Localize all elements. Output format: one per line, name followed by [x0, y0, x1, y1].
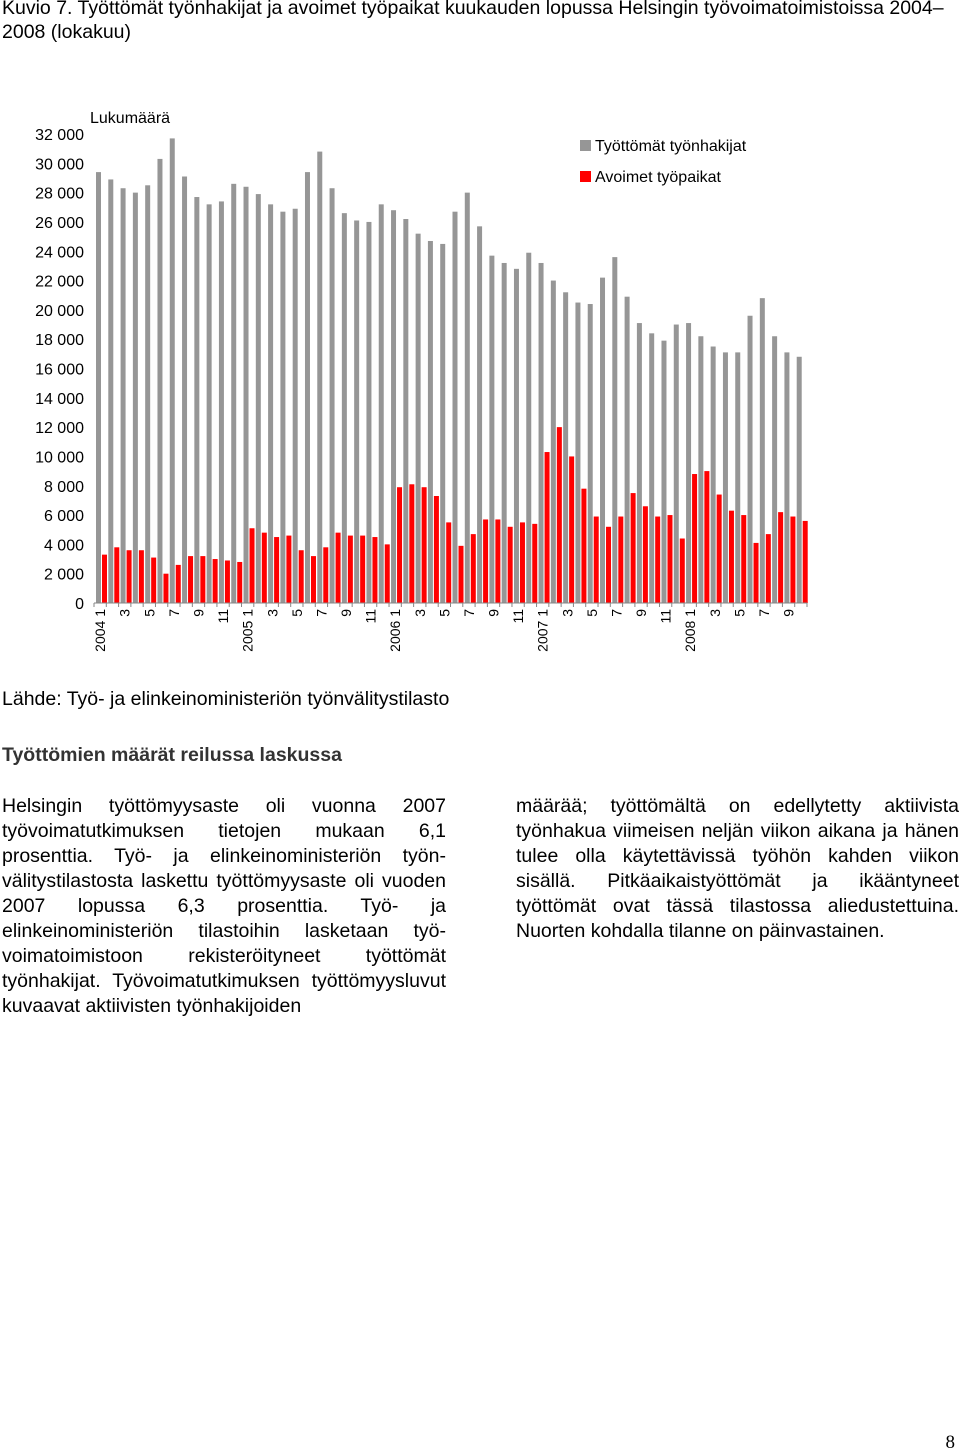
bar-unemployed — [293, 209, 298, 603]
bar-vacancies — [397, 487, 402, 603]
bar-vacancies — [286, 536, 291, 603]
y-axis-label: Lukumäärä — [90, 110, 171, 127]
x-tick-label: 11 — [215, 609, 232, 624]
bar-unemployed — [551, 281, 556, 603]
bar-unemployed — [674, 325, 679, 603]
bar-vacancies — [459, 546, 464, 603]
x-tick-label: 3 — [706, 609, 723, 617]
bar-unemployed — [539, 263, 544, 603]
figure-caption: Kuvio 7. Työttömät työnhakijat ja avoimet työpaikat kuukauden lopussa Helsingin työvoimatoimistoissa 2004–2008 (lokakuu) — [2, 0, 944, 43]
bar-unemployed — [244, 187, 249, 603]
x-tick-label: 2007 1 — [534, 609, 551, 652]
x-tick-label: 5 — [436, 609, 453, 617]
bar-vacancies — [139, 550, 144, 603]
bar-vacancies — [422, 487, 427, 603]
bar-unemployed — [637, 323, 642, 603]
y-tick-label: 4 000 — [43, 537, 84, 555]
bar-vacancies — [385, 544, 390, 603]
bar-unemployed — [170, 138, 175, 603]
x-tick-label: 7 — [755, 609, 772, 617]
bar-unemployed — [649, 333, 654, 603]
bar-unemployed — [748, 316, 753, 603]
bar-vacancies — [581, 489, 586, 603]
bar-unemployed — [194, 197, 199, 603]
y-tick-label: 10 000 — [35, 449, 84, 467]
bar-unemployed — [416, 234, 421, 603]
bar-vacancies — [495, 519, 500, 603]
x-tick-label: 2004 1 — [92, 609, 109, 652]
bar-vacancies — [680, 539, 685, 603]
bar-vacancies — [594, 517, 599, 603]
bar-unemployed — [698, 336, 703, 603]
bar-vacancies — [631, 493, 636, 603]
x-tick-label: 3 — [411, 609, 428, 617]
bar-unemployed — [379, 204, 384, 603]
legend-label: Avoimet työpaikat — [595, 169, 721, 186]
bar-vacancies — [372, 537, 377, 603]
bar-unemployed — [207, 204, 212, 603]
y-tick-label: 26 000 — [35, 214, 84, 232]
bar-unemployed — [231, 184, 236, 603]
bar-vacancies — [434, 496, 439, 603]
bar-unemployed — [219, 201, 224, 603]
bar-vacancies — [102, 555, 107, 603]
x-tick-label: 9 — [190, 609, 207, 617]
bar-unemployed — [268, 204, 273, 603]
bar-vacancies — [508, 527, 513, 603]
bar-vacancies — [717, 495, 722, 603]
bar-vacancies — [213, 559, 218, 603]
bar-vacancies — [643, 506, 648, 603]
bar-vacancies — [176, 565, 181, 603]
bar-unemployed — [256, 194, 261, 603]
bar-unemployed — [735, 352, 740, 603]
bar-vacancies — [323, 547, 328, 603]
y-tick-label: 8 000 — [43, 478, 84, 496]
body-column-right: määrää; työttömältä on edellytetty aktiivista työnhakua viimeisen neljän viikon aikana ja hänen tulee olla käytettävissä työhön kahden viikon sisällä. Pitkäaikaistyöttömät ja ikääntyneet työttömät ovat tässä tilastossa aliedustettuina. Nuorten kohdalla tilanne on päinvastainen. — [516, 795, 959, 942]
bar-unemployed — [157, 159, 162, 603]
bar-vacancies — [446, 522, 451, 603]
bar-vacancies — [274, 537, 279, 603]
x-tick-label: 11 — [362, 609, 379, 624]
legend-swatch — [580, 140, 591, 151]
bar-unemployed — [563, 292, 568, 603]
bar-vacancies — [348, 536, 353, 603]
x-tick-label: 5 — [731, 609, 748, 617]
bar-unemployed — [686, 323, 691, 603]
bar-unemployed — [133, 193, 138, 603]
bar-unemployed — [453, 212, 458, 603]
x-tick-label: 2006 1 — [387, 609, 404, 652]
bar-vacancies — [471, 534, 476, 603]
x-tick-label: 5 — [583, 609, 600, 617]
bar-unemployed — [489, 256, 494, 603]
bar-vacancies — [163, 574, 168, 603]
x-tick-label: 5 — [141, 609, 158, 617]
y-tick-label: 0 — [75, 596, 84, 613]
bar-vacancies — [729, 511, 734, 603]
bar-unemployed — [305, 172, 310, 603]
y-tick-label: 6 000 — [43, 508, 84, 526]
bar-vacancies — [151, 558, 156, 603]
bar-vacancies — [483, 519, 488, 603]
bar-unemployed — [760, 298, 765, 603]
bar-vacancies — [766, 534, 771, 603]
bar-unemployed — [121, 188, 126, 603]
bar-unemployed — [145, 185, 150, 603]
legend-swatch — [580, 171, 591, 182]
bar-chart — [0, 104, 960, 664]
bar-vacancies — [237, 562, 242, 603]
bar-vacancies — [299, 550, 304, 603]
bar-vacancies — [200, 556, 205, 603]
bar-unemployed — [96, 172, 101, 603]
y-tick-label: 14 000 — [35, 390, 84, 408]
x-tick-label: 7 — [313, 609, 330, 617]
section-heading: Työttömien määrät reilussa laskussa — [2, 744, 342, 766]
bar-unemployed — [600, 278, 605, 603]
bar-vacancies — [778, 512, 783, 603]
x-tick-label: 11 — [657, 609, 674, 624]
bar-vacancies — [692, 474, 697, 603]
bar-vacancies — [557, 427, 562, 603]
x-tick-label: 9 — [633, 609, 650, 617]
y-tick-label: 32 000 — [35, 127, 84, 144]
source-note: Lähde: Työ- ja elinkeinoministeriön työnvälitystilasto — [2, 688, 450, 710]
bar-vacancies — [655, 517, 660, 603]
x-tick-label: 7 — [460, 609, 477, 617]
bar-unemployed — [477, 226, 482, 603]
x-tick-label: 9 — [485, 609, 502, 617]
bar-unemployed — [317, 152, 322, 603]
y-tick-label: 24 000 — [35, 244, 84, 262]
x-tick-label: 2008 1 — [682, 609, 699, 652]
bar-vacancies — [262, 533, 267, 603]
bar-unemployed — [625, 297, 630, 603]
bar-vacancies — [311, 556, 316, 603]
bar-unemployed — [526, 253, 531, 603]
bar-unemployed — [366, 222, 371, 603]
bar-unemployed — [108, 179, 113, 603]
bar-vacancies — [790, 517, 795, 603]
bar-unemployed — [391, 210, 396, 603]
x-tick-label: 9 — [338, 609, 355, 617]
bar-vacancies — [360, 536, 365, 603]
bar-unemployed — [772, 336, 777, 603]
bar-unemployed — [465, 193, 470, 603]
bar-vacancies — [520, 522, 525, 603]
x-tick-label: 3 — [116, 609, 133, 617]
bar-unemployed — [588, 304, 593, 603]
y-tick-label: 16 000 — [35, 361, 84, 379]
x-tick-label: 5 — [288, 609, 305, 617]
bar-unemployed — [428, 241, 433, 603]
y-tick-label: 22 000 — [35, 273, 84, 291]
bar-unemployed — [342, 213, 347, 603]
bar-vacancies — [250, 528, 255, 603]
bar-vacancies — [606, 527, 611, 603]
y-tick-label: 20 000 — [35, 302, 84, 320]
bar-unemployed — [797, 357, 802, 603]
bar-unemployed — [784, 352, 789, 603]
bar-unemployed — [575, 303, 580, 603]
bar-vacancies — [667, 515, 672, 603]
bar-unemployed — [440, 244, 445, 603]
bar-vacancies — [114, 547, 119, 603]
bar-vacancies — [754, 543, 759, 603]
body-column-left: Helsingin työttömyysaste oli vuonna 2007 työvoimatutkimuksen tietojen mukaan 6,1 prosenttia. Työ- ja elinkeinoministeriön työnvälitystilastosta laskettu työttömyysaste oli vuoden 2007 lopussa 6,3 prosenttia. Työ- ja elinkeinoministeriön tilastoihin lasketaan työvoimatoimistoon rekisteröityneet työttömät työnhakijat. Työvoimatutkimuksen työttömyysluvut kuvaavat aktiivisten työnhakijoiden — [2, 795, 446, 1017]
y-tick-label: 12 000 — [35, 420, 84, 438]
bar-unemployed — [661, 341, 666, 603]
page-number: 8 — [945, 1432, 955, 1453]
bar-vacancies — [225, 560, 230, 603]
y-tick-label: 18 000 — [35, 332, 84, 350]
bar-unemployed — [502, 263, 507, 603]
bar-vacancies — [336, 533, 341, 603]
bar-vacancies — [545, 452, 550, 603]
bar-vacancies — [409, 484, 414, 603]
bar-vacancies — [127, 550, 132, 603]
bar-unemployed — [403, 219, 408, 603]
bar-vacancies — [532, 524, 537, 603]
bar-unemployed — [711, 347, 716, 603]
bar-vacancies — [704, 471, 709, 603]
y-tick-label: 2 000 — [43, 566, 84, 584]
x-tick-label: 11 — [510, 609, 527, 624]
bar-vacancies — [188, 556, 193, 603]
bar-unemployed — [280, 212, 285, 603]
bar-vacancies — [569, 456, 574, 603]
y-tick-label: 30 000 — [35, 156, 84, 174]
legend-label: Työttömät työnhakijat — [595, 138, 747, 155]
x-tick-label: 7 — [608, 609, 625, 617]
bar-unemployed — [330, 188, 335, 603]
bar-vacancies — [618, 517, 623, 603]
x-tick-label: 3 — [264, 609, 281, 617]
x-tick-label: 3 — [559, 609, 576, 617]
x-tick-label: 9 — [780, 609, 797, 617]
bar-unemployed — [612, 257, 617, 603]
bar-unemployed — [514, 269, 519, 603]
bar-vacancies — [741, 515, 746, 603]
x-tick-label: 7 — [165, 609, 182, 617]
bar-unemployed — [723, 352, 728, 603]
bar-vacancies — [803, 521, 808, 603]
bar-unemployed — [354, 220, 359, 603]
y-tick-label: 28 000 — [35, 185, 84, 203]
x-tick-label: 2005 1 — [239, 609, 256, 652]
bar-unemployed — [182, 177, 187, 603]
